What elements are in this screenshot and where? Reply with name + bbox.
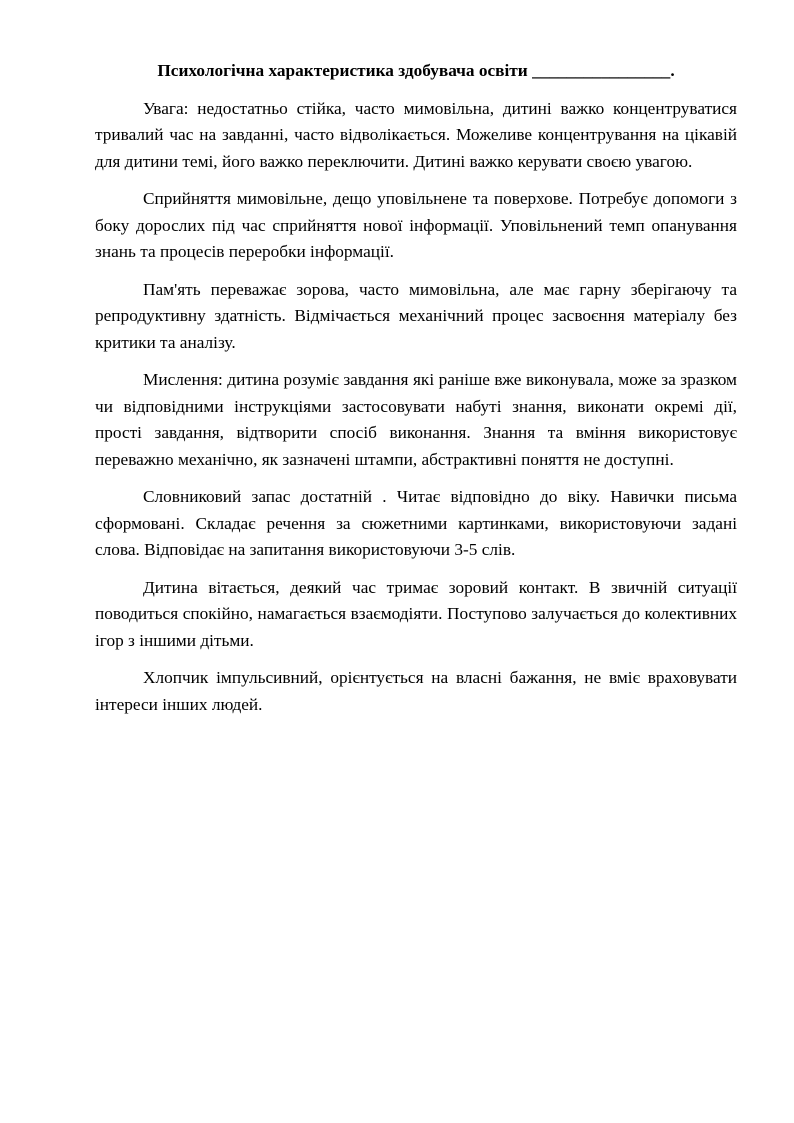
paragraph-thinking: Мислення: дитина розуміє завдання які раніше вже виконувала, може за зразком чи відповідними інструкціями застосовувати набуті знання, виконати окремі дії, прості завдання, відтворити спосіб виконання. Знання та вміння використовує переважно механічно, як зазначені штампи, абстрактивні поняття не доступні. — [95, 370, 737, 469]
document-title: Психологічна характеристика здобувача освіти ________________. — [157, 61, 675, 80]
paragraph-perception: Сприйняття мимовільне, дещо уповільнене та поверхове. Потребує допомоги з боку дорослих під час сприйняття нової інформації. Уповільнений темп опанування знань та процесів переробки інформації. — [95, 189, 737, 261]
paragraph-memory: Пам'ять переважає зорова, часто мимовільна, але має гарну зберігаючу та репродуктивну здатність. Відмічається механічний процес засвоєння матеріалу без критики та аналізу. — [95, 279, 737, 352]
paragraph-vocabulary: Словниковий запас достатній . Читає відповідно до віку. Навички письма сформовані. Складає речення за сюжетними картинками, використовуючи задані слова. Відповідає на запитання використовуючи 3-5 слів. — [95, 487, 737, 559]
document-page — [95, 58, 737, 729]
paragraph-attention: Увага: недостатньо стійка, часто мимовільна, дитині важко концентруватися тривалий час на завданні, часто відволікається. Можеливе концентрування на цікавій для дитини темі, його важко переключити. Дитині важко керувати своєю увагою. — [95, 98, 737, 171]
paragraph-social: Дитина вітається, деякий час тримає зоровий контакт. В звичній ситуації поводиться спокійно, намагається взаємодіяти. Поступово залучається до колективних ігор з іншими дітьми. — [95, 577, 737, 650]
paragraph-behavior: Хлопчик імпульсивний, орієнтується на власні бажання, не вміє враховувати інтереси інших людей. — [95, 668, 737, 714]
